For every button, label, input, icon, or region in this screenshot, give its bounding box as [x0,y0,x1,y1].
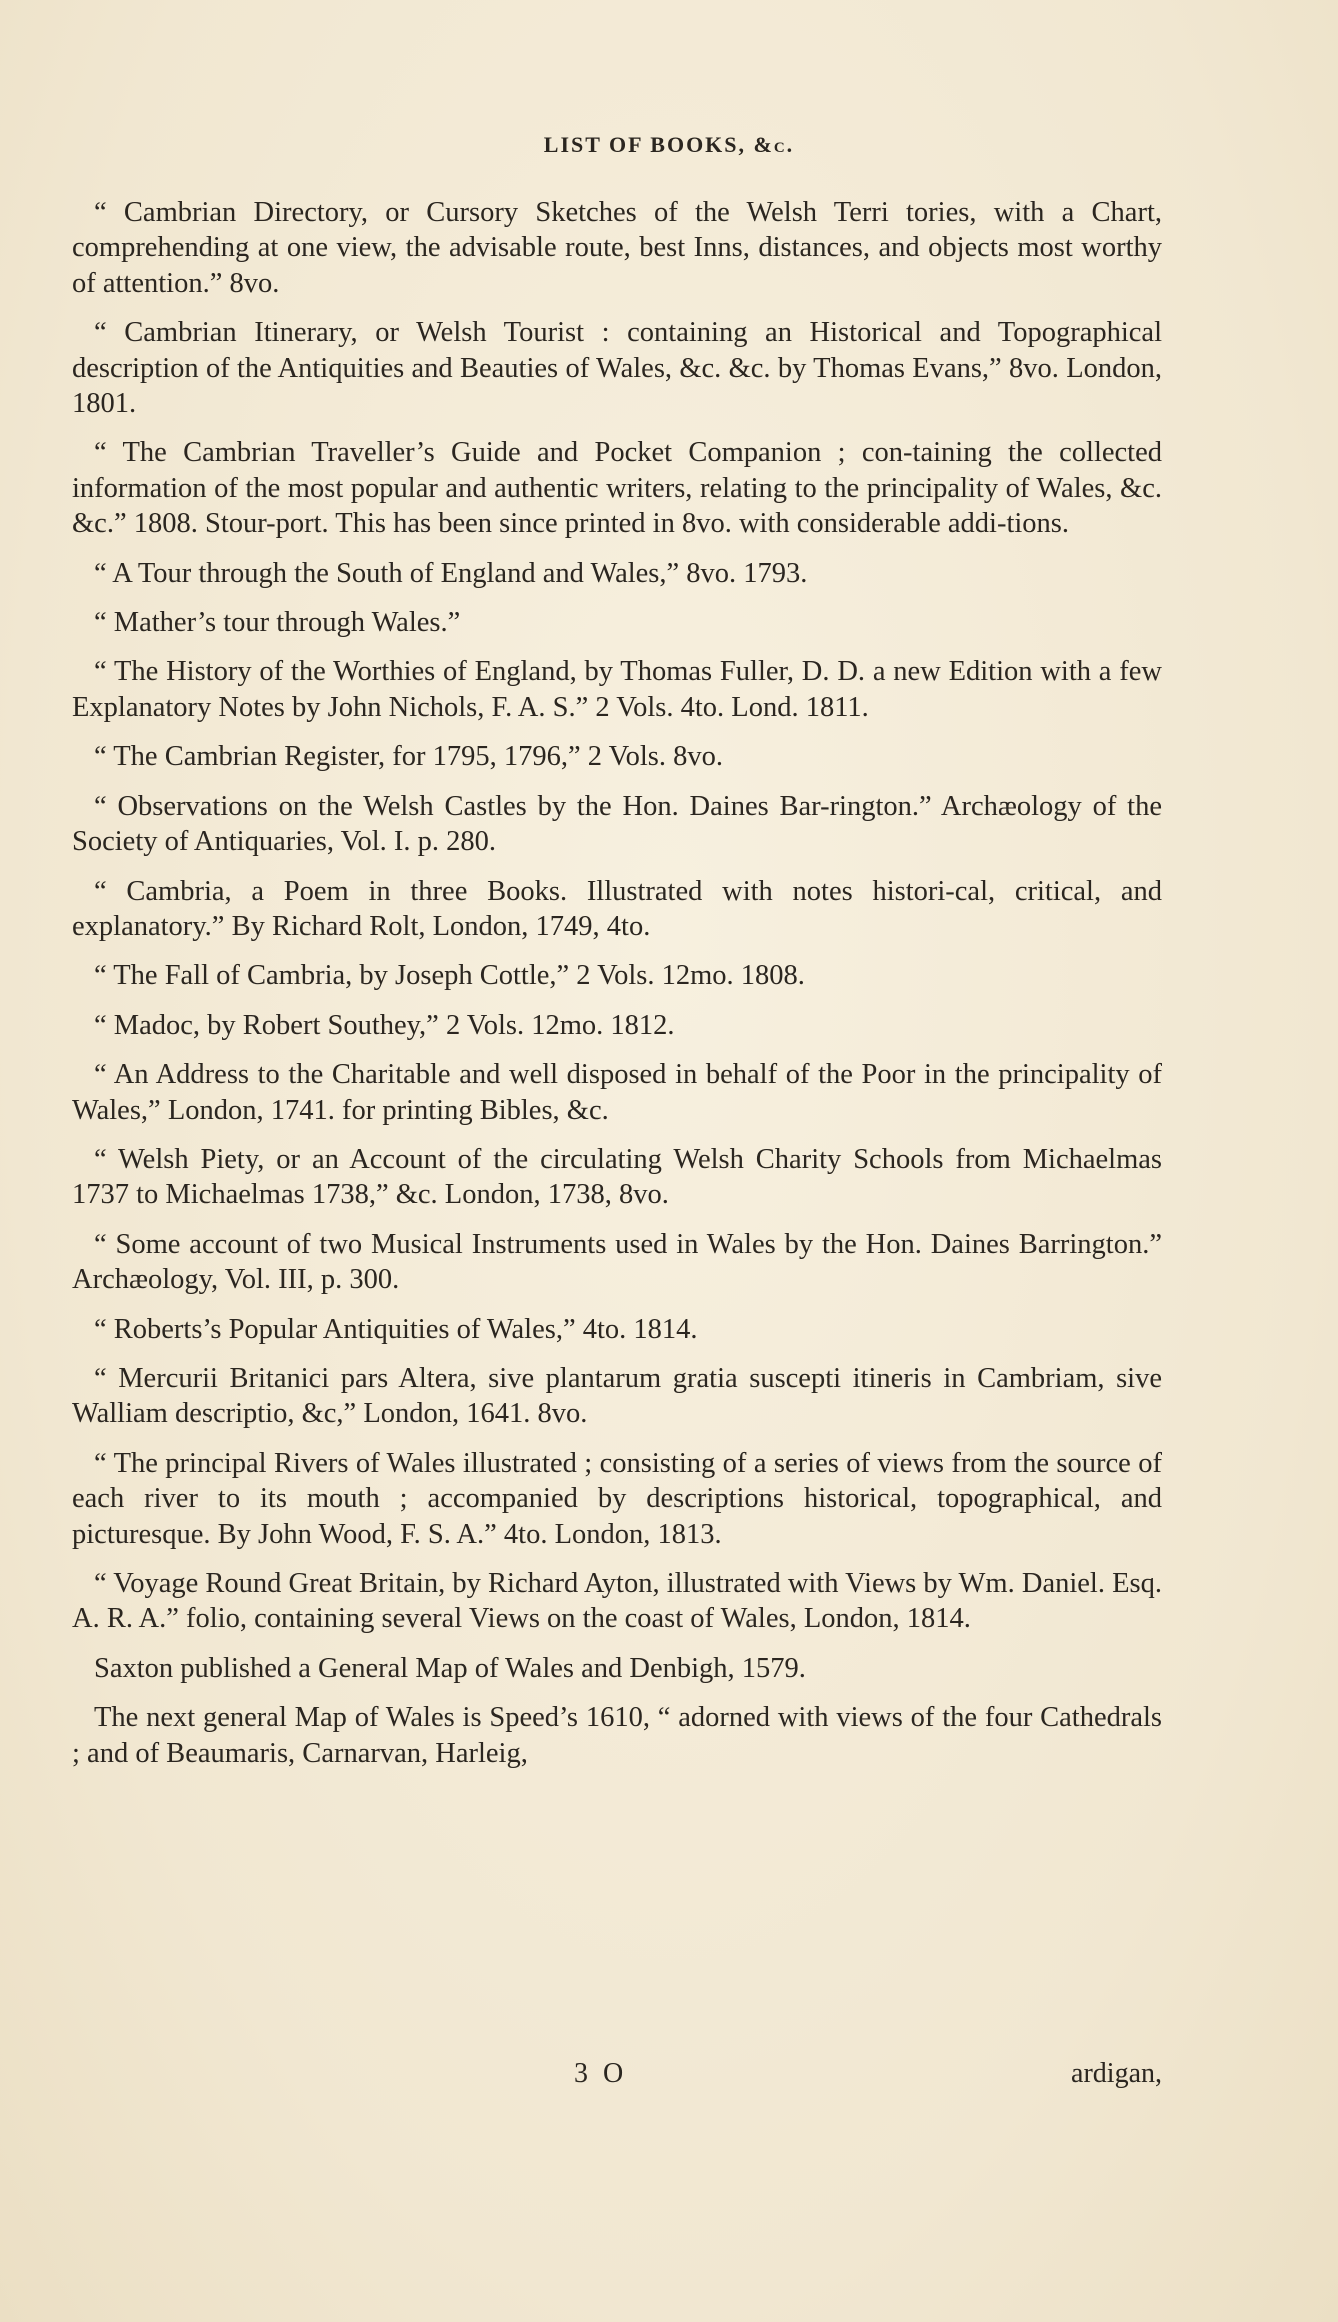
list-entry: “ Cambrian Itinerary, or Welsh Tourist : containing an Historical and Topographical description of the Antiquities and Beauties of Wales, &c. &c. by Thomas Evans,” 8vo. London, 1801. [72,317,1162,420]
page-footer [72,2058,1162,2094]
list-entry: “ Roberts’s Popular Antiquities of Wales,” 4to. 1814. [94,1313,698,1345]
list-entry: “ The History of the Worthies of England, by Thomas Fuller, D. D. a new Edition with a few Explanatory Notes by John Nichols, F. A. S.” 2 Vols. 4to. Lond. 1811. [72,656,1162,723]
list-entry: “ The Cambrian Register, for 1795, 1796,” 2 Vols. 8vo. [94,741,723,773]
list-entry: “ An Address to the Charitable and well disposed in behalf of the Poor in the principality of Wales,” London, 1741. for printing Bibles, &c. [72,1059,1162,1126]
signature-mark: 3 O [574,2058,628,2089]
list-entry: “ Cambrian Directory, or Cursory Sketches of the Welsh Terri tories, with a Chart, comprehending at one view, the advisable route, best Inns, distances, and objects most worthy of attention.” 8vo. [72,197,1162,299]
list-entry: “ Mather’s tour through Wales.” [94,607,461,639]
list-entry: “ Mercurii Britanici pars Altera, sive plantarum gratia suscepti itineris in Cambriam, sive Walliam descriptio, &c,” London, 1641. 8vo. [72,1362,1162,1430]
list-entry: Saxton published a General Map of Wales and Denbigh, 1579. [94,1652,806,1684]
list-entry: “ Welsh Piety, or an Account of the circulating Welsh Charity Schools from Michaelmas 1737 to Michaelmas 1738,” &c. London, 1738, 8vo. [72,1143,1162,1211]
list-entry: “ Some account of two Musical Instruments used in Wales by the Hon. Daines Barrington.” Archæology, Vol. III, p. 300. [72,1228,1162,1296]
list-entry: “ Observations on the Welsh Castles by the Hon. Daines Bar-rington.” Archæology of the Society of Antiquaries, Vol. I. p. 280. [72,790,1162,858]
list-entry: “ Madoc, by Robert Southey,” 2 Vols. 12mo. 1812. [94,1009,675,1041]
list-entry: “ Cambria, a Poem in three Books. Illustrated with notes histori-cal, critical, and explanatory.” By Richard Rolt, London, 1749, 4to. [72,875,1162,942]
list-entry: “ The Fall of Cambria, by Joseph Cottle,” 2 Vols. 12mo. 1808. [94,960,805,992]
list-entry: “ A Tour through the South of England and Wales,” 8vo. 1793. [94,557,808,589]
list-entry: “ The principal Rivers of Wales illustrated ; consisting of a series of views from the source of each river to its mouth ; accompanied by descriptions historical, topographical, and picturesque. By John Wood, F. S. A.” 4to. London, 1813. [72,1447,1162,1550]
list-entry: The next general Map of Wales is Speed’s 1610, “ adorned with views of the four Cathedrals ; and of Beaumaris, Carnarvan, Harleig, [72,1702,1162,1769]
list-entry: “ Voyage Round Great Britain, by Richard Ayton, illustrated with Views by Wm. Daniel. Esq. A. R. A.” folio, containing several Views on the coast of Wales, London, 1814. [72,1568,1162,1635]
book-list [72,195,1162,1785]
list-entry: “ The Cambrian Traveller’s Guide and Pocket Companion ; con-taining the collected information of the most popular and authentic writers, relating to the principality of Wales, &c. &c.” 1808. Stour-port. This has been since printed in 8vo. with considerable addi-tions. [72,437,1162,540]
catchword: ardigan, [1071,2058,1162,2089]
running-header: LIST OF BOOKS, &c. [543,132,795,157]
